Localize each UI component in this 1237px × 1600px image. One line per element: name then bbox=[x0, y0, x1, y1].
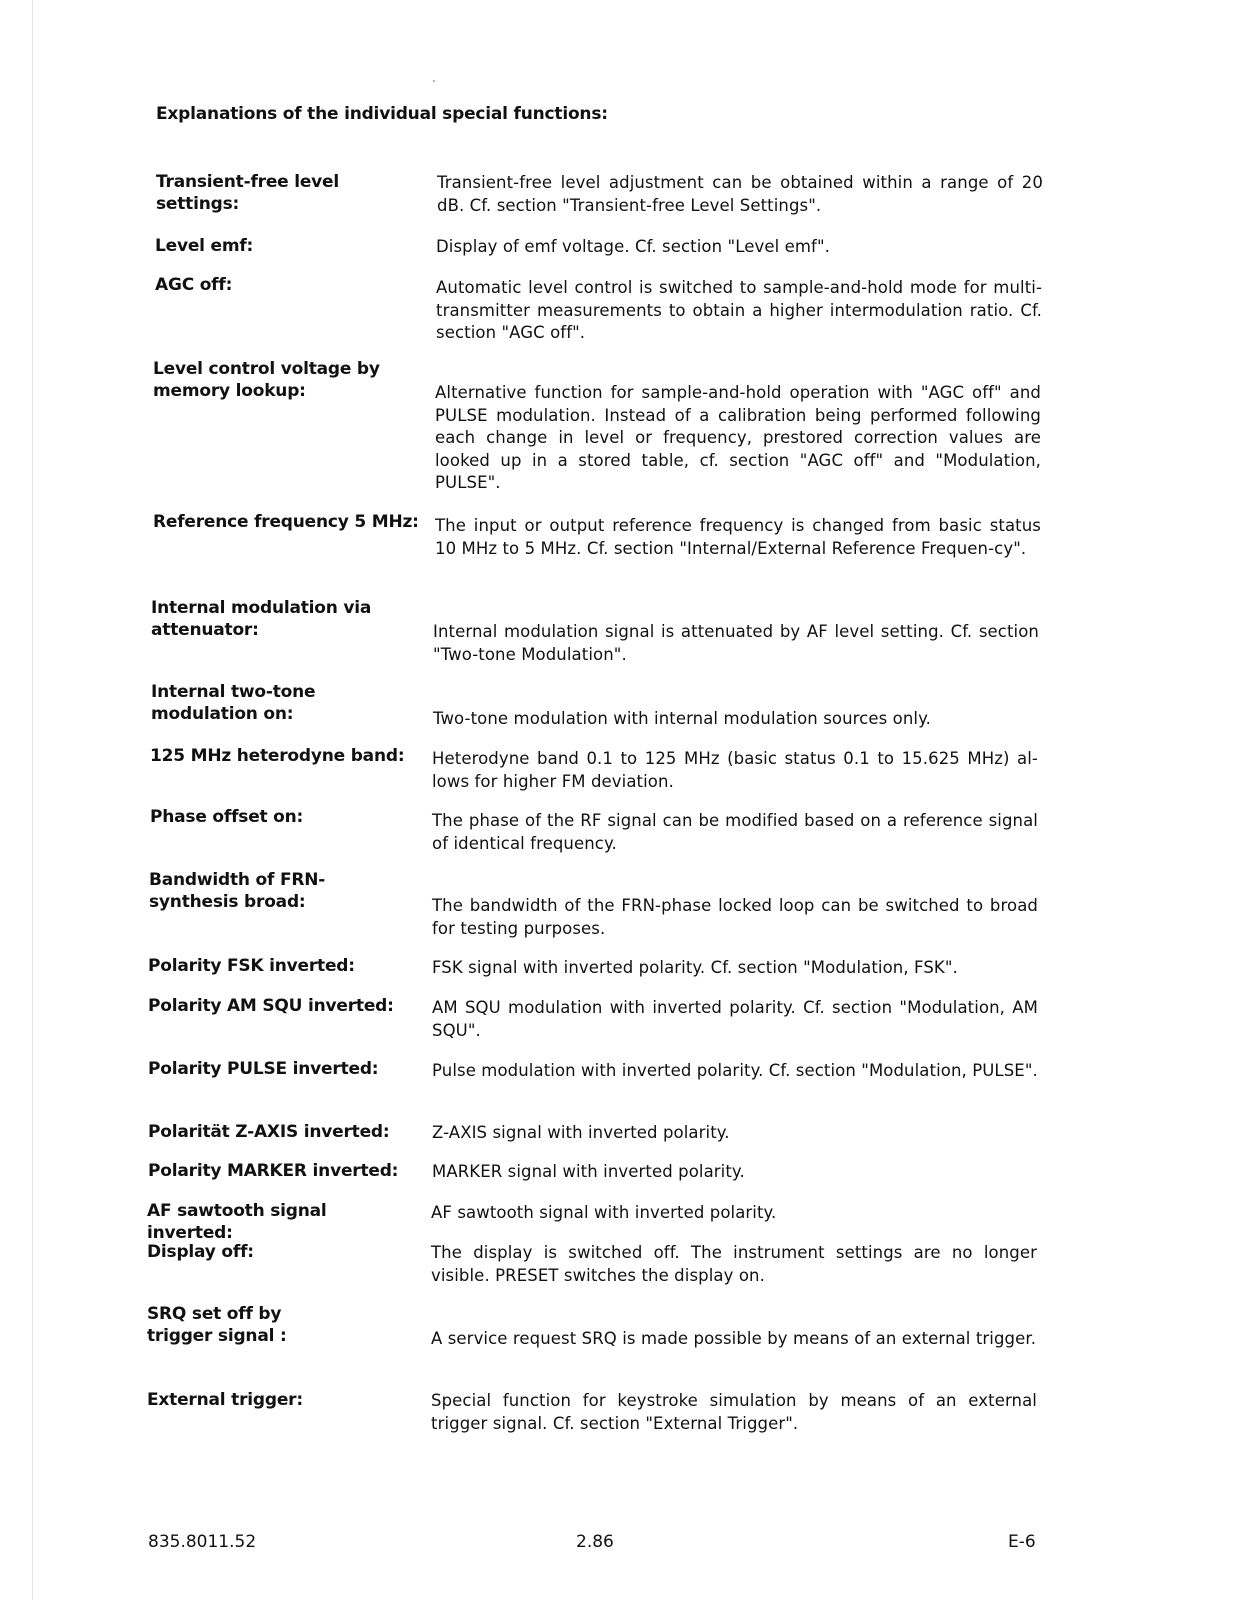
footer-doc-number: 835.8011.52 bbox=[148, 1532, 257, 1552]
entry-description: Z-AXIS signal with inverted polarity. bbox=[432, 1123, 730, 1142]
scan-margin-line bbox=[32, 0, 33, 1600]
entry-term: Level emf: bbox=[155, 236, 254, 256]
entry-term: AGC off: bbox=[155, 275, 233, 295]
entry-term: Polarity PULSE inverted: bbox=[148, 1059, 379, 1079]
entry-term: External trigger: bbox=[147, 1390, 303, 1410]
footer-edition: E-6 bbox=[1008, 1532, 1036, 1552]
entry-term: Polarity MARKER inverted: bbox=[148, 1161, 399, 1181]
entry-term: Polarity AM SQU inverted: bbox=[148, 996, 394, 1016]
entry-description: MARKER signal with inverted polarity. bbox=[432, 1162, 745, 1181]
entry-term: Level control voltage by memory lookup: bbox=[153, 359, 380, 401]
entry-term: Polarität Z-AXIS inverted: bbox=[148, 1122, 390, 1142]
entry-term: Internal two-tone modulation on: bbox=[151, 682, 316, 724]
entry-term: SRQ set off by trigger signal : bbox=[147, 1304, 287, 1346]
entry-description: Two-tone modulation with internal modulation sources only. bbox=[433, 709, 931, 728]
entry-description: Pulse modulation with inverted polarity. Cf. section "Modulation, PULSE". bbox=[432, 1061, 1038, 1080]
entry-term: Transient-free level settings: bbox=[156, 172, 340, 214]
entry-description: The bandwidth of the FRN-phase locked loop can be switched to broad for testing purposes. bbox=[432, 896, 1038, 938]
entry-description: Display of emf voltage. Cf. section "Level emf". bbox=[436, 237, 830, 256]
entry-description: The display is switched off. The instrument settings are no longer visible. PRESET switches the display on. bbox=[431, 1243, 1037, 1285]
entry-description: Internal modulation signal is attenuated by AF level setting. Cf. section "Two-tone Modulation". bbox=[433, 622, 1039, 664]
entry-term: Internal modulation via attenuator: bbox=[151, 598, 372, 640]
entry-description: AM SQU modulation with inverted polarity. Cf. section "Modulation, AM SQU". bbox=[432, 998, 1038, 1040]
entry-term: Bandwidth of FRN-synthesis broad: bbox=[149, 870, 326, 912]
scan-speck bbox=[433, 80, 435, 82]
footer-page-number: 2.86 bbox=[576, 1532, 614, 1552]
entry-description: Transient-free level adjustment can be obtained within a range of 20 dB. Cf. section "Transient-free Level Settings". bbox=[437, 173, 1043, 215]
entry-term: Reference frequency 5 MHz: bbox=[153, 512, 419, 532]
entry-description: Alternative function for sample-and-hold operation with "AGC off" and PULSE modulation. Instead of a calibration being performed following each change in level or frequency, prestored correction values are looked up in a stored table, cf. section "AGC off" and "Modulation, PULSE". bbox=[435, 383, 1041, 492]
entry-term: AF sawtooth signal inverted: bbox=[147, 1201, 327, 1243]
entry-description: The input or output reference frequency is changed from basic status 10 MHz to 5 MHz. Cf. section "Internal/External Reference Frequen-cy". bbox=[435, 516, 1041, 558]
entry-description: AF sawtooth signal with inverted polarity. bbox=[431, 1203, 777, 1222]
entry-description: A service request SRQ is made possible by means of an external trigger. bbox=[431, 1329, 1037, 1348]
entry-description: Special function for keystroke simulation by means of an external trigger signal. Cf. section "External Trigger". bbox=[431, 1391, 1037, 1433]
entry-term: Display off: bbox=[147, 1242, 254, 1262]
entry-description: Automatic level control is switched to sample-and-hold mode for multi-transmitter measurements to obtain a higher intermodulation ratio. Cf. section "AGC off". bbox=[436, 278, 1042, 342]
entry-term: 125 MHz heterodyne band: bbox=[150, 746, 405, 766]
entry-description: FSK signal with inverted polarity. Cf. section "Modulation, FSK". bbox=[432, 958, 958, 977]
page-heading: Explanations of the individual special functions: bbox=[156, 104, 608, 124]
entry-description: Heterodyne band 0.1 to 125 MHz (basic status 0.1 to 15.625 MHz) al-lows for higher FM deviation. bbox=[432, 749, 1038, 791]
entry-description: The phase of the RF signal can be modified based on a reference signal of identical frequency. bbox=[432, 811, 1038, 853]
entry-term: Polarity FSK inverted: bbox=[148, 956, 355, 976]
entry-term: Phase offset on: bbox=[150, 807, 304, 827]
